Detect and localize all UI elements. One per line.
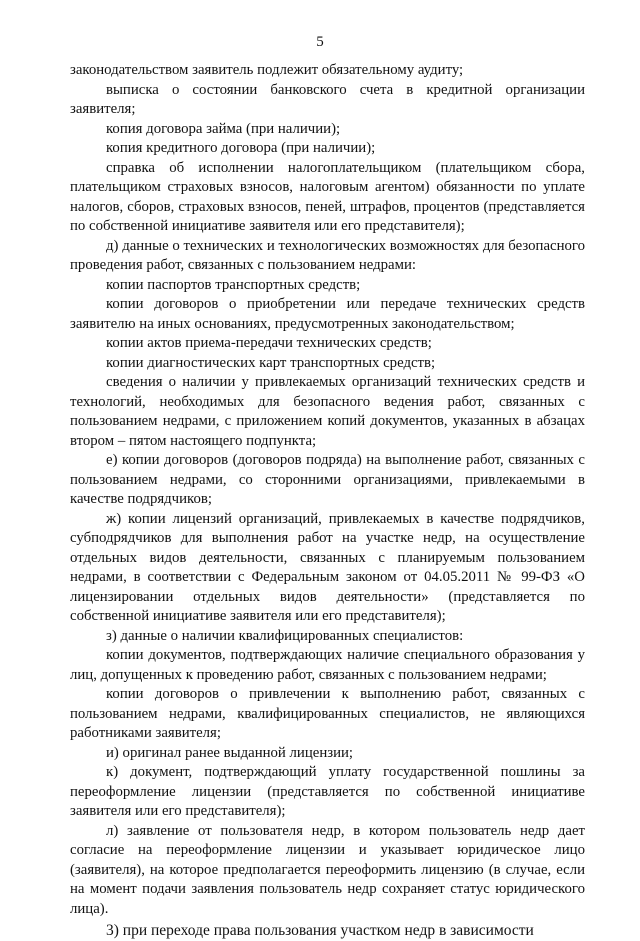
paragraph-item-z: з) данные о наличии квалифицированных специалистов:	[106, 627, 464, 644]
paragraph-vehicle-passports: копии паспортов транспортных средств;	[106, 276, 361, 293]
paragraph-bank-statement: выписка о состоянии банковского счета в кредитной организации заявителя;	[70, 81, 585, 117]
paragraph-item-i: и) оригинал ранее выданной лицензии;	[106, 744, 354, 761]
paragraph-audit-obligation: законодательством заявитель подлежит обязательному аудиту;	[70, 62, 464, 78]
paragraph-specialist-contracts: копии договоров о привлечении к выполнению работ, связанных с пользованием недрами, квалифицированных специалистов, не являющихся работниками заявителя;	[70, 686, 585, 741]
paragraph-transfer-acts: копии актов приема-передачи технических средств;	[106, 335, 432, 351]
paragraph-technical-means: сведения о наличии у привлекаемых организаций технических средств и технологий, необходимых для безопасного ведения работ, связанных с пользованием недрами, с приложением копий документов, указанных в абзацах втором – пятом настоящего подпункта;	[70, 374, 585, 449]
document-body	[70, 61, 585, 941]
paragraph-education-documents: копии документов, подтверждающих наличие специального образования у лиц, допущенных к проведению работ, связанных с пользованием недрами;	[70, 647, 585, 683]
page-number: 5	[316, 34, 324, 50]
paragraph-item-d: д) данные о технических и технологических возможностях для безопасного проведения работ, связанных с пользованием недрами:	[70, 237, 585, 273]
paragraph-diagnostic-cards: копии диагностических карт транспортных средств;	[106, 354, 436, 371]
paragraph-item-k: к) документ, подтверждающий уплату государственной пошлины за переоформление лицензии (представляется по собственной инициативе заявителя или его представителя);	[70, 764, 585, 819]
paragraph-credit-agreement: копия кредитного договора (при наличии);	[106, 140, 376, 156]
paragraph-section-3: 3) при переходе права пользования участком недр в зависимости	[106, 922, 534, 939]
paragraph-tax-certificate: справка об исполнении налогоплательщиком (плательщиком сбора, плательщиком страховых взносов, налоговым агентом) обязанности по уплате налогов, сборов, страховых взносов, пеней, штрафов, процентов (представляется по собственной инициативе заявителя или его представителя);	[70, 159, 585, 234]
paragraph-item-e: е) копии договоров (договоров подряда) на выполнение работ, связанных с пользованием недрами, со сторонними организациями, привлекаемыми в качестве подрядчиков;	[70, 452, 585, 507]
paragraph-item-zh: ж) копии лицензий организаций, привлекаемых в качестве подрядчиков, субподрядчиков для выполнения работ на участке недр, на осуществление отдельных видов деятельности, связанных с планируемым пользованием недрами, в соответствии с Федеральным законом от 04.05.2011 № 99-ФЗ «О лицензировании отдельных видов деятельности» (представляется по собственной инициативе заявителя или его представителя);	[70, 510, 585, 624]
paragraph-item-l: л) заявление от пользователя недр, в котором пользователь недр дает согласие на переоформление лицензии и указывает юридическое лицо (заявителя), на которое предполагается переоформить лицензию (в случае, если на момент подачи заявления пользователь недр сохраняет статус юридического лица).	[70, 822, 585, 917]
paragraph-loan-agreement: копия договора займа (при наличии);	[106, 120, 341, 137]
paragraph-acquisition-contracts: копии договоров о приобретении или передаче технических средств заявителю на иных основаниях, предусмотренных законодательством;	[70, 296, 585, 332]
